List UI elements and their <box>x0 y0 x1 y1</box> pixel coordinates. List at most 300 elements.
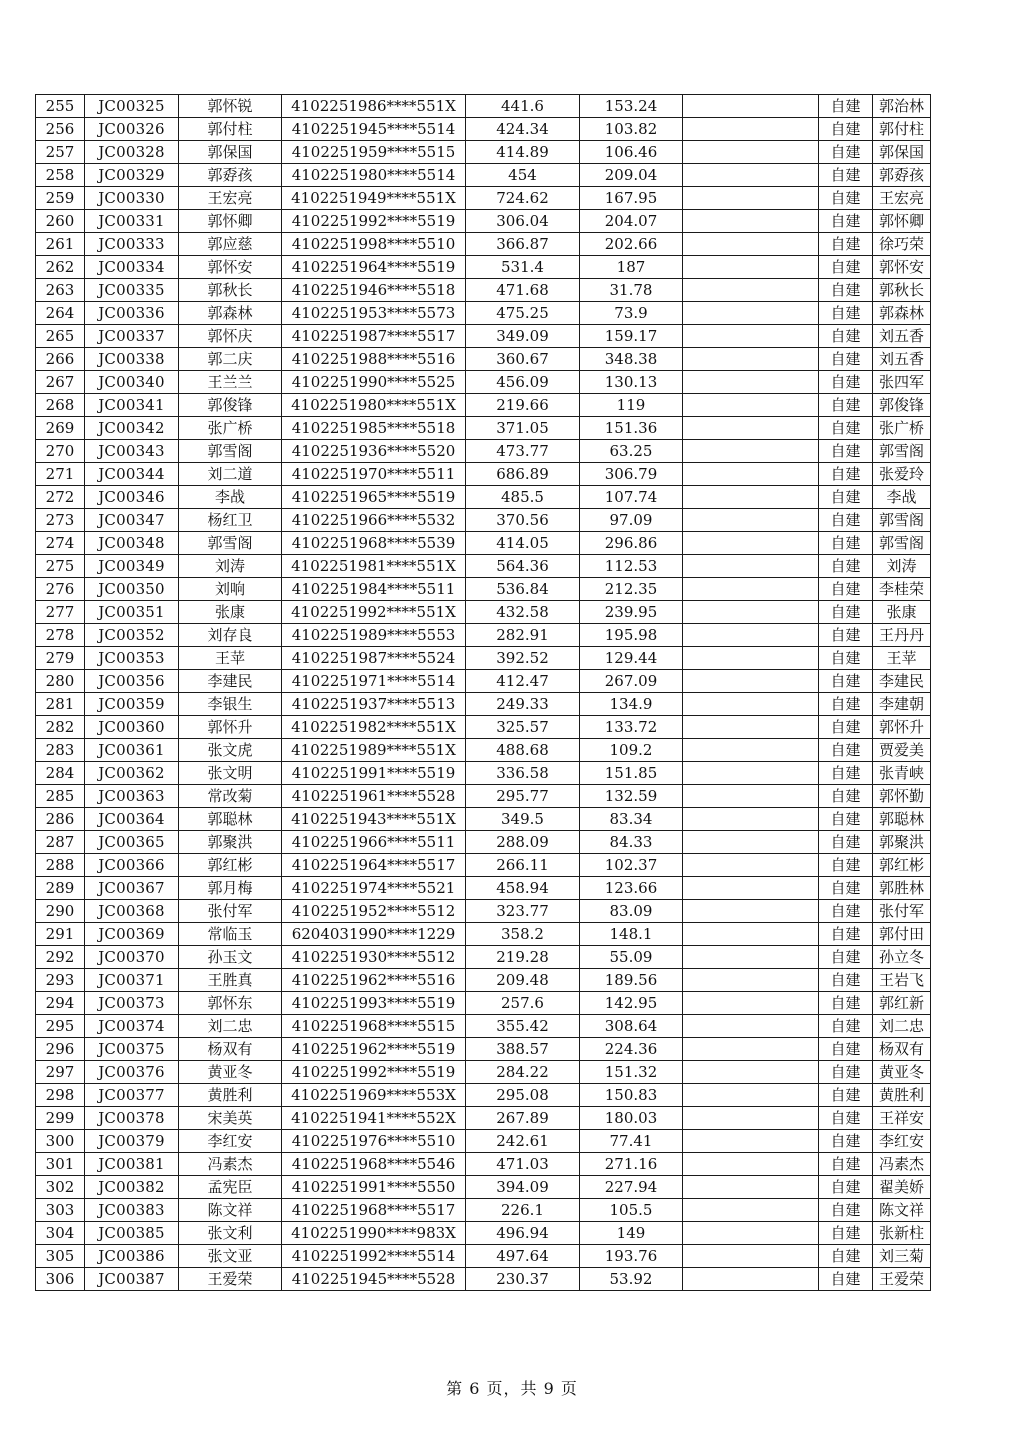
cell-id: 4102251941****552X <box>282 1107 466 1130</box>
cell-b: 348.38 <box>580 348 683 371</box>
cell-blank <box>683 1084 819 1107</box>
cell-a: 242.61 <box>466 1130 580 1153</box>
cell-blank <box>683 302 819 325</box>
cell-b: 209.04 <box>580 164 683 187</box>
cell-name: 郭保国 <box>179 141 282 164</box>
table-row <box>36 256 931 279</box>
cell-seq: 276 <box>36 578 85 601</box>
cell-a: 295.77 <box>466 785 580 808</box>
cell-blank <box>683 210 819 233</box>
cell-id: 4102251990****983X <box>282 1222 466 1245</box>
cell-id: 4102251930****5512 <box>282 946 466 969</box>
table-row <box>36 1245 931 1268</box>
cell-seq: 288 <box>36 854 85 877</box>
cell-id: 4102251949****551X <box>282 187 466 210</box>
cell-type: 自建 <box>819 118 873 141</box>
cell-code: JC00326 <box>85 118 179 141</box>
cell-id: 4102251952****5512 <box>282 900 466 923</box>
cell-seq: 274 <box>36 532 85 555</box>
cell-blank <box>683 716 819 739</box>
cell-a: 282.91 <box>466 624 580 647</box>
cell-code: JC00366 <box>85 854 179 877</box>
cell-holder: 张付军 <box>873 900 931 923</box>
cell-type: 自建 <box>819 348 873 371</box>
cell-blank <box>683 371 819 394</box>
cell-id: 4102251943****551X <box>282 808 466 831</box>
cell-code: JC00362 <box>85 762 179 785</box>
cell-b: 123.66 <box>580 877 683 900</box>
cell-id: 4102251945****5528 <box>282 1268 466 1291</box>
cell-name: 郭应慈 <box>179 233 282 256</box>
cell-a: 441.6 <box>466 95 580 118</box>
cell-type: 自建 <box>819 1061 873 1084</box>
cell-holder: 李战 <box>873 486 931 509</box>
cell-holder: 黄胜利 <box>873 1084 931 1107</box>
cell-id: 4102251974****5521 <box>282 877 466 900</box>
cell-b: 267.09 <box>580 670 683 693</box>
cell-a: 412.47 <box>466 670 580 693</box>
cell-name: 孙玉文 <box>179 946 282 969</box>
cell-id: 4102251970****5511 <box>282 463 466 486</box>
cell-holder: 刘三菊 <box>873 1245 931 1268</box>
cell-name: 李建民 <box>179 670 282 693</box>
cell-type: 自建 <box>819 808 873 831</box>
cell-a: 323.77 <box>466 900 580 923</box>
cell-holder: 贾爱美 <box>873 739 931 762</box>
cell-id: 4102251990****5525 <box>282 371 466 394</box>
cell-code: JC00329 <box>85 164 179 187</box>
table-row <box>36 1061 931 1084</box>
cell-code: JC00346 <box>85 486 179 509</box>
cell-seq: 259 <box>36 187 85 210</box>
cell-code: JC00375 <box>85 1038 179 1061</box>
cell-name: 郭聪林 <box>179 808 282 831</box>
cell-a: 349.09 <box>466 325 580 348</box>
cell-a: 219.28 <box>466 946 580 969</box>
cell-id: 4102251989****551X <box>282 739 466 762</box>
table-row <box>36 670 931 693</box>
table-row <box>36 578 931 601</box>
cell-blank <box>683 1176 819 1199</box>
cell-name: 杨红卫 <box>179 509 282 532</box>
cell-holder: 王苹 <box>873 647 931 670</box>
cell-holder: 郭雪阁 <box>873 440 931 463</box>
cell-b: 224.36 <box>580 1038 683 1061</box>
cell-name: 黄胜利 <box>179 1084 282 1107</box>
cell-a: 230.37 <box>466 1268 580 1291</box>
cell-type: 自建 <box>819 1222 873 1245</box>
cell-seq: 298 <box>36 1084 85 1107</box>
cell-code: JC00334 <box>85 256 179 279</box>
cell-a: 336.58 <box>466 762 580 785</box>
cell-a: 267.89 <box>466 1107 580 1130</box>
cell-blank <box>683 831 819 854</box>
table-row <box>36 555 931 578</box>
cell-b: 129.44 <box>580 647 683 670</box>
table-row <box>36 808 931 831</box>
cell-seq: 256 <box>36 118 85 141</box>
cell-b: 132.59 <box>580 785 683 808</box>
cell-name: 郭月梅 <box>179 877 282 900</box>
cell-code: JC00353 <box>85 647 179 670</box>
cell-type: 自建 <box>819 1153 873 1176</box>
cell-holder: 刘二忠 <box>873 1015 931 1038</box>
table-row <box>36 1107 931 1130</box>
cell-a: 257.6 <box>466 992 580 1015</box>
cell-holder: 郭雪阁 <box>873 532 931 555</box>
cell-b: 308.64 <box>580 1015 683 1038</box>
cell-name: 黄亚冬 <box>179 1061 282 1084</box>
cell-type: 自建 <box>819 739 873 762</box>
cell-id: 4102251968****5515 <box>282 1015 466 1038</box>
cell-id: 4102251982****551X <box>282 716 466 739</box>
cell-blank <box>683 509 819 532</box>
cell-holder: 郭怀勤 <box>873 785 931 808</box>
cell-type: 自建 <box>819 302 873 325</box>
cell-type: 自建 <box>819 992 873 1015</box>
cell-name: 郭怀卿 <box>179 210 282 233</box>
cell-a: 288.09 <box>466 831 580 854</box>
cell-holder: 李桂荣 <box>873 578 931 601</box>
table-row <box>36 647 931 670</box>
cell-type: 自建 <box>819 187 873 210</box>
cell-code: JC00379 <box>85 1130 179 1153</box>
cell-code: JC00344 <box>85 463 179 486</box>
table-row <box>36 831 931 854</box>
cell-type: 自建 <box>819 95 873 118</box>
cell-code: JC00370 <box>85 946 179 969</box>
cell-blank <box>683 95 819 118</box>
cell-id: 4102251936****5520 <box>282 440 466 463</box>
cell-a: 564.36 <box>466 555 580 578</box>
cell-b: 227.94 <box>580 1176 683 1199</box>
cell-code: JC00340 <box>85 371 179 394</box>
cell-name: 张付军 <box>179 900 282 923</box>
cell-id: 4102251986****551X <box>282 95 466 118</box>
table-row <box>36 394 931 417</box>
cell-code: JC00342 <box>85 417 179 440</box>
cell-type: 自建 <box>819 762 873 785</box>
cell-type: 自建 <box>819 716 873 739</box>
cell-name: 刘存良 <box>179 624 282 647</box>
cell-code: JC00348 <box>85 532 179 555</box>
cell-seq: 289 <box>36 877 85 900</box>
cell-blank <box>683 923 819 946</box>
cell-code: JC00328 <box>85 141 179 164</box>
cell-b: 31.78 <box>580 279 683 302</box>
cell-blank <box>683 992 819 1015</box>
cell-name: 郭秋长 <box>179 279 282 302</box>
cell-type: 自建 <box>819 555 873 578</box>
cell-b: 83.09 <box>580 900 683 923</box>
cell-a: 306.04 <box>466 210 580 233</box>
cell-id: 4102251992****5519 <box>282 1061 466 1084</box>
cell-type: 自建 <box>819 647 873 670</box>
cell-b: 204.07 <box>580 210 683 233</box>
cell-code: JC00382 <box>85 1176 179 1199</box>
cell-a: 366.87 <box>466 233 580 256</box>
cell-b: 83.34 <box>580 808 683 831</box>
cell-id: 4102251966****5511 <box>282 831 466 854</box>
cell-id: 4102251964****5519 <box>282 256 466 279</box>
cell-b: 195.98 <box>580 624 683 647</box>
cell-code: JC00378 <box>85 1107 179 1130</box>
cell-holder: 徐巧荣 <box>873 233 931 256</box>
table-row <box>36 279 931 302</box>
cell-id: 4102251991****5550 <box>282 1176 466 1199</box>
cell-blank <box>683 1153 819 1176</box>
cell-blank <box>683 739 819 762</box>
cell-code: JC00352 <box>85 624 179 647</box>
cell-id: 4102251968****5539 <box>282 532 466 555</box>
cell-b: 151.32 <box>580 1061 683 1084</box>
cell-holder: 郭聪林 <box>873 808 931 831</box>
cell-seq: 292 <box>36 946 85 969</box>
cell-id: 4102251962****5519 <box>282 1038 466 1061</box>
cell-seq: 275 <box>36 555 85 578</box>
cell-name: 冯素杰 <box>179 1153 282 1176</box>
cell-b: 153.24 <box>580 95 683 118</box>
cell-b: 53.92 <box>580 1268 683 1291</box>
cell-name: 张文利 <box>179 1222 282 1245</box>
table-row <box>36 187 931 210</box>
cell-b: 151.36 <box>580 417 683 440</box>
cell-code: JC00360 <box>85 716 179 739</box>
cell-holder: 黄亚冬 <box>873 1061 931 1084</box>
cell-a: 355.42 <box>466 1015 580 1038</box>
table-row <box>36 164 931 187</box>
cell-type: 自建 <box>819 417 873 440</box>
table-row <box>36 1130 931 1153</box>
cell-a: 370.56 <box>466 509 580 532</box>
cell-b: 202.66 <box>580 233 683 256</box>
cell-seq: 269 <box>36 417 85 440</box>
cell-holder: 张康 <box>873 601 931 624</box>
cell-holder: 张青峡 <box>873 762 931 785</box>
cell-id: 4102251953****5573 <box>282 302 466 325</box>
cell-blank <box>683 762 819 785</box>
table-row <box>36 440 931 463</box>
cell-a: 371.05 <box>466 417 580 440</box>
cell-holder: 杨双有 <box>873 1038 931 1061</box>
cell-name: 郭二庆 <box>179 348 282 371</box>
cell-blank <box>683 233 819 256</box>
cell-blank <box>683 164 819 187</box>
cell-name: 郭孬孩 <box>179 164 282 187</box>
cell-blank <box>683 647 819 670</box>
cell-seq: 257 <box>36 141 85 164</box>
cell-b: 107.74 <box>580 486 683 509</box>
table-row <box>36 486 931 509</box>
cell-id: 4102251998****5510 <box>282 233 466 256</box>
cell-holder: 李建民 <box>873 670 931 693</box>
table-row <box>36 532 931 555</box>
cell-holder: 郭怀卿 <box>873 210 931 233</box>
cell-b: 112.53 <box>580 555 683 578</box>
cell-holder: 刘涛 <box>873 555 931 578</box>
cell-holder: 郭红新 <box>873 992 931 1015</box>
cell-type: 自建 <box>819 969 873 992</box>
cell-code: JC00325 <box>85 95 179 118</box>
cell-seq: 294 <box>36 992 85 1015</box>
cell-type: 自建 <box>819 900 873 923</box>
table-row <box>36 624 931 647</box>
cell-holder: 王宏亮 <box>873 187 931 210</box>
table-row <box>36 348 931 371</box>
cell-seq: 273 <box>36 509 85 532</box>
table-row <box>36 509 931 532</box>
cell-holder: 王祥安 <box>873 1107 931 1130</box>
cell-a: 388.57 <box>466 1038 580 1061</box>
cell-name: 郭雪阁 <box>179 532 282 555</box>
cell-type: 自建 <box>819 371 873 394</box>
cell-code: JC00359 <box>85 693 179 716</box>
cell-holder: 郭治林 <box>873 95 931 118</box>
cell-type: 自建 <box>819 946 873 969</box>
cell-type: 自建 <box>819 1245 873 1268</box>
cell-name: 常临玉 <box>179 923 282 946</box>
cell-name: 刘二忠 <box>179 1015 282 1038</box>
cell-name: 郭聚洪 <box>179 831 282 854</box>
cell-b: 180.03 <box>580 1107 683 1130</box>
cell-seq: 295 <box>36 1015 85 1038</box>
table-row <box>36 371 931 394</box>
table-row <box>36 141 931 164</box>
cell-id: 4102251992****5514 <box>282 1245 466 1268</box>
cell-a: 424.34 <box>466 118 580 141</box>
cell-code: JC00350 <box>85 578 179 601</box>
cell-blank <box>683 440 819 463</box>
cell-a: 456.09 <box>466 371 580 394</box>
cell-blank <box>683 785 819 808</box>
cell-type: 自建 <box>819 486 873 509</box>
cell-a: 360.67 <box>466 348 580 371</box>
cell-b: 102.37 <box>580 854 683 877</box>
cell-code: JC00377 <box>85 1084 179 1107</box>
cell-code: JC00351 <box>85 601 179 624</box>
cell-id: 4102251976****5510 <box>282 1130 466 1153</box>
cell-seq: 272 <box>36 486 85 509</box>
cell-seq: 300 <box>36 1130 85 1153</box>
table-row <box>36 325 931 348</box>
cell-a: 295.08 <box>466 1084 580 1107</box>
cell-blank <box>683 256 819 279</box>
cell-holder: 张四军 <box>873 371 931 394</box>
cell-code: JC00373 <box>85 992 179 1015</box>
cell-seq: 299 <box>36 1107 85 1130</box>
cell-a: 284.22 <box>466 1061 580 1084</box>
cell-code: JC00331 <box>85 210 179 233</box>
cell-a: 536.84 <box>466 578 580 601</box>
cell-seq: 287 <box>36 831 85 854</box>
cell-type: 自建 <box>819 141 873 164</box>
cell-seq: 305 <box>36 1245 85 1268</box>
cell-b: 119 <box>580 394 683 417</box>
table-row <box>36 992 931 1015</box>
cell-id: 4102251959****5515 <box>282 141 466 164</box>
cell-a: 226.1 <box>466 1199 580 1222</box>
cell-holder: 郭付柱 <box>873 118 931 141</box>
cell-code: JC00381 <box>85 1153 179 1176</box>
cell-holder: 郭秋长 <box>873 279 931 302</box>
cell-holder: 张广桥 <box>873 417 931 440</box>
cell-b: 306.79 <box>580 463 683 486</box>
cell-type: 自建 <box>819 877 873 900</box>
cell-code: JC00330 <box>85 187 179 210</box>
scan-top-margin <box>0 0 1024 90</box>
cell-name: 杨双有 <box>179 1038 282 1061</box>
cell-seq: 278 <box>36 624 85 647</box>
cell-seq: 262 <box>36 256 85 279</box>
cell-b: 63.25 <box>580 440 683 463</box>
cell-b: 130.13 <box>580 371 683 394</box>
cell-code: JC00364 <box>85 808 179 831</box>
cell-a: 394.09 <box>466 1176 580 1199</box>
cell-code: JC00363 <box>85 785 179 808</box>
cell-name: 李银生 <box>179 693 282 716</box>
cell-seq: 281 <box>36 693 85 716</box>
cell-seq: 304 <box>36 1222 85 1245</box>
table-row <box>36 900 931 923</box>
cell-id: 4102251987****5524 <box>282 647 466 670</box>
cell-blank <box>683 348 819 371</box>
cell-code: JC00338 <box>85 348 179 371</box>
cell-b: 55.09 <box>580 946 683 969</box>
cell-b: 189.56 <box>580 969 683 992</box>
cell-name: 刘响 <box>179 578 282 601</box>
cell-name: 张康 <box>179 601 282 624</box>
cell-holder: 郭聚洪 <box>873 831 931 854</box>
cell-type: 自建 <box>819 1015 873 1038</box>
cell-seq: 285 <box>36 785 85 808</box>
cell-a: 471.03 <box>466 1153 580 1176</box>
table-row <box>36 1015 931 1038</box>
cell-id: 4102251964****5517 <box>282 854 466 877</box>
cell-blank <box>683 486 819 509</box>
cell-type: 自建 <box>819 1130 873 1153</box>
cell-id: 4102251962****5516 <box>282 969 466 992</box>
cell-seq: 280 <box>36 670 85 693</box>
cell-name: 张文虎 <box>179 739 282 762</box>
cell-seq: 267 <box>36 371 85 394</box>
table-row <box>36 1222 931 1245</box>
cell-name: 王爱荣 <box>179 1268 282 1291</box>
cell-holder: 郭俊锋 <box>873 394 931 417</box>
cell-a: 471.68 <box>466 279 580 302</box>
cell-type: 自建 <box>819 854 873 877</box>
cell-blank <box>683 670 819 693</box>
cell-seq: 303 <box>36 1199 85 1222</box>
cell-name: 郭怀锐 <box>179 95 282 118</box>
cell-name: 李战 <box>179 486 282 509</box>
table-row <box>36 1268 931 1291</box>
cell-holder: 郭雪阁 <box>873 509 931 532</box>
cell-type: 自建 <box>819 785 873 808</box>
cell-blank <box>683 693 819 716</box>
cell-type: 自建 <box>819 279 873 302</box>
cell-code: JC00335 <box>85 279 179 302</box>
cell-holder: 郭怀升 <box>873 716 931 739</box>
cell-seq: 297 <box>36 1061 85 1084</box>
cell-type: 自建 <box>819 233 873 256</box>
cell-code: JC00368 <box>85 900 179 923</box>
cell-seq: 279 <box>36 647 85 670</box>
cell-code: JC00386 <box>85 1245 179 1268</box>
cell-name: 王苹 <box>179 647 282 670</box>
cell-id: 4102251992****5519 <box>282 210 466 233</box>
cell-name: 郭怀东 <box>179 992 282 1015</box>
cell-blank <box>683 279 819 302</box>
